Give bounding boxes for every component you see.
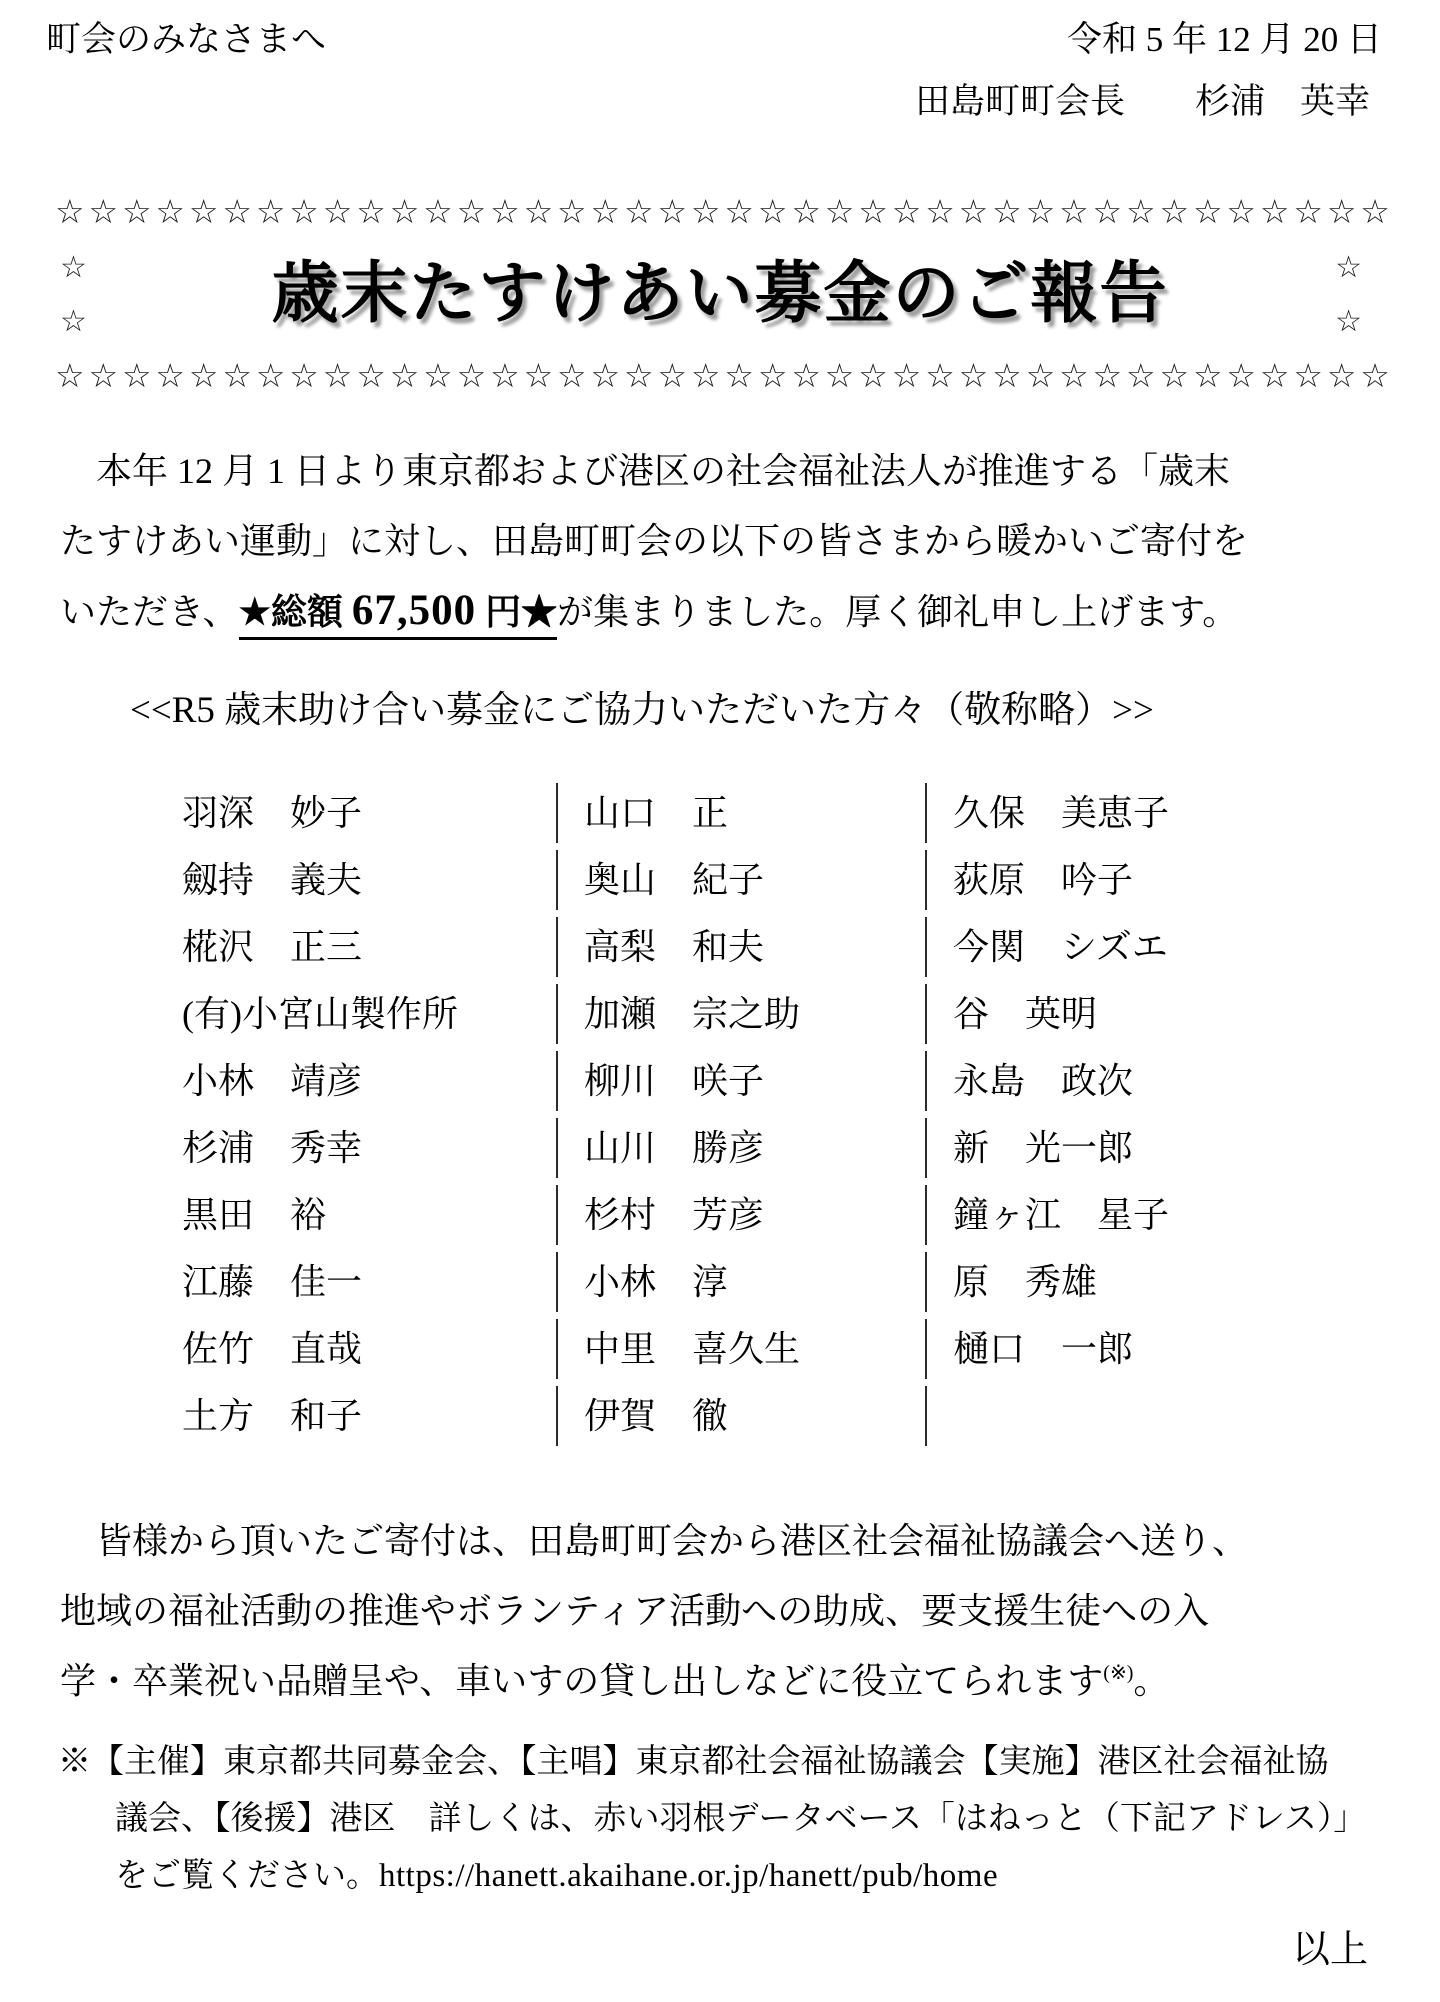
donor-name: 久保 美恵子 xyxy=(925,783,1275,843)
donor-name: 加瀬 宗之助 xyxy=(556,984,925,1044)
donor-name: 佐竹 直哉 xyxy=(182,1329,363,1369)
star-icon: ☆ xyxy=(423,356,453,395)
closing-line-3-main: 学・卒業祝い品贈呈や、車いすの貸し出しなどに役立てられます xyxy=(60,1661,1104,1701)
total-amount-prefix: ★総額 xyxy=(238,592,352,632)
donor-empty-cell xyxy=(925,1386,1275,1446)
donor-name: 土方 和子 xyxy=(182,1396,363,1436)
total-amount-highlight xyxy=(238,587,558,640)
star-icon: ☆ xyxy=(289,356,319,395)
recipient-line: 町会のみなさまへ xyxy=(46,20,327,59)
star-icon: ☆ xyxy=(60,304,87,339)
star-icon: ☆ xyxy=(155,356,185,395)
donor-list-heading: <<R5 歳末助け合い募金にご協力いただいた方々（敬称略）>> xyxy=(130,690,1154,731)
star-border-right xyxy=(1335,250,1362,340)
star-icon: ☆ xyxy=(623,192,654,231)
star-icon: ☆ xyxy=(55,192,85,231)
total-amount-value: 67,500 xyxy=(351,587,477,634)
closing-paragraph xyxy=(60,1506,1390,1716)
star-icon: ☆ xyxy=(356,356,386,395)
star-icon: ☆ xyxy=(523,356,554,395)
star-icon: ☆ xyxy=(1360,192,1390,231)
star-icon: ☆ xyxy=(322,356,353,395)
star-icon: ☆ xyxy=(1335,250,1362,285)
total-amount-suffix: 円★ xyxy=(476,592,558,632)
footnote-line-3 xyxy=(58,1848,1388,1905)
star-icon: ☆ xyxy=(389,356,420,395)
star-icon: ☆ xyxy=(1326,192,1357,231)
intro-line-3-before: いただき、 xyxy=(60,592,239,632)
intro-line-3-after: が集まりました。厚く御礼申し上げます。 xyxy=(557,592,1239,632)
star-icon: ☆ xyxy=(757,356,788,395)
star-icon: ☆ xyxy=(1360,356,1390,395)
donor-name: 劔持 義夫 xyxy=(182,860,363,900)
star-border-bottom xyxy=(55,356,1390,396)
donor-name: 鐘ヶ江 星子 xyxy=(925,1185,1275,1245)
star-icon: ☆ xyxy=(925,192,955,231)
star-icon: ☆ xyxy=(188,192,219,231)
star-icon: ☆ xyxy=(690,356,721,395)
star-icon: ☆ xyxy=(724,192,754,231)
donor-name: (有)小宮山製作所 xyxy=(182,994,458,1034)
star-icon: ☆ xyxy=(1092,356,1123,395)
star-icon: ☆ xyxy=(724,356,754,395)
signature-line: 田島町町会長 杉浦 英幸 xyxy=(914,82,1370,121)
intro-paragraph xyxy=(60,436,1390,646)
star-icon: ☆ xyxy=(88,356,119,395)
footnote-reference-mark: (※) xyxy=(1103,1662,1134,1684)
donor-name: 高梨 和夫 xyxy=(556,917,925,977)
date-line: 令和 5 年 12 月 20 日 xyxy=(1066,20,1382,59)
star-icon: ☆ xyxy=(891,192,922,231)
star-border-top xyxy=(55,192,1390,232)
donor-name: 小林 靖彦 xyxy=(182,1061,363,1101)
star-icon: ☆ xyxy=(121,192,152,231)
intro-line-2: たすけあい運動」に対し、田島町町会の以下の皆さまから暖かいご寄付を xyxy=(60,521,1249,561)
star-icon: ☆ xyxy=(222,192,252,231)
star-icon: ☆ xyxy=(992,356,1022,395)
star-icon: ☆ xyxy=(1126,356,1156,395)
star-icon: ☆ xyxy=(1059,192,1089,231)
star-icon: ☆ xyxy=(356,192,386,231)
star-icon: ☆ xyxy=(490,192,520,231)
star-icon: ☆ xyxy=(657,356,688,395)
star-icon: ☆ xyxy=(1293,192,1323,231)
star-icon: ☆ xyxy=(88,192,119,231)
donor-name: 原 秀雄 xyxy=(925,1252,1275,1312)
star-icon: ☆ xyxy=(791,192,821,231)
donor-name: 伊賀 徹 xyxy=(556,1386,925,1446)
donor-name: 山川 勝彦 xyxy=(556,1118,925,1178)
star-icon: ☆ xyxy=(958,356,989,395)
star-icon: ☆ xyxy=(1192,192,1223,231)
star-icon: ☆ xyxy=(557,192,587,231)
star-icon: ☆ xyxy=(255,356,286,395)
star-icon: ☆ xyxy=(858,192,888,231)
star-icon: ☆ xyxy=(289,192,319,231)
donor-name: 谷 英明 xyxy=(925,984,1275,1044)
end-mark: 以上 xyxy=(1291,1929,1368,1971)
star-icon: ☆ xyxy=(925,356,955,395)
footnote-block xyxy=(58,1734,1388,1905)
donor-name: 黒田 裕 xyxy=(182,1195,327,1235)
star-icon: ☆ xyxy=(1025,192,1056,231)
donor-name: 小林 淳 xyxy=(556,1252,925,1312)
star-icon: ☆ xyxy=(60,250,87,285)
star-icon: ☆ xyxy=(1159,356,1190,395)
donor-name: 椛沢 正三 xyxy=(182,927,363,967)
star-icon: ☆ xyxy=(1092,192,1123,231)
star-icon: ☆ xyxy=(456,356,487,395)
donor-table xyxy=(180,783,1275,1453)
star-icon: ☆ xyxy=(1025,356,1056,395)
star-icon: ☆ xyxy=(1259,192,1290,231)
star-icon: ☆ xyxy=(690,192,721,231)
donor-name: 山口 正 xyxy=(556,783,925,843)
closing-line-3-end: 。 xyxy=(1133,1661,1170,1701)
donor-name: 江藤 佳一 xyxy=(182,1262,363,1302)
closing-line-3 xyxy=(60,1646,1390,1716)
donor-name: 荻原 吟子 xyxy=(925,850,1275,910)
star-icon: ☆ xyxy=(1335,304,1362,339)
star-icon: ☆ xyxy=(824,192,855,231)
star-icon: ☆ xyxy=(590,356,621,395)
closing-line-1: 皆様から頂いたご寄付は、田島町町会から港区社会福祉協議会へ送り、 xyxy=(60,1521,1249,1561)
star-icon: ☆ xyxy=(188,356,219,395)
star-icon: ☆ xyxy=(155,192,185,231)
donor-name: 中里 喜久生 xyxy=(556,1319,925,1379)
star-icon: ☆ xyxy=(590,192,621,231)
star-icon: ☆ xyxy=(1226,192,1256,231)
star-icon: ☆ xyxy=(858,356,888,395)
donor-name: 新 光一郎 xyxy=(925,1118,1275,1178)
footnote-line-1: ※【主催】東京都共同募金会、【主唱】東京都社会福祉協議会【実施】港区社会福祉協 xyxy=(58,1744,1329,1780)
star-icon: ☆ xyxy=(1226,356,1256,395)
star-icon: ☆ xyxy=(958,192,989,231)
star-icon: ☆ xyxy=(824,356,855,395)
page-title: 歳末たすけあい募金のご報告 xyxy=(271,257,1169,331)
star-icon: ☆ xyxy=(657,192,688,231)
star-icon: ☆ xyxy=(1159,192,1190,231)
donor-name: 杉浦 秀幸 xyxy=(182,1128,363,1168)
star-icon: ☆ xyxy=(322,192,353,231)
star-icon: ☆ xyxy=(1293,356,1323,395)
closing-line-2: 地域の福祉活動の推進やボランティア活動への助成、要支援生徒への入 xyxy=(60,1591,1210,1631)
star-icon: ☆ xyxy=(255,192,286,231)
footnote-line-3-prefix: をご覧ください。 xyxy=(115,1858,379,1894)
donor-name: 柳川 咲子 xyxy=(556,1051,925,1111)
star-icon: ☆ xyxy=(791,356,821,395)
donor-name: 今関 シズエ xyxy=(925,917,1275,977)
star-icon: ☆ xyxy=(456,192,487,231)
hanett-url: https://hanett.akaihane.or.jp/hanett/pub/home xyxy=(379,1858,999,1894)
footnote-line-2: 議会、【後援】港区 詳しくは、赤い羽根データベース「はねっと（下記アドレス）」 xyxy=(115,1801,1367,1837)
star-icon: ☆ xyxy=(992,192,1022,231)
star-icon: ☆ xyxy=(891,356,922,395)
intro-line-3 xyxy=(60,576,1390,646)
intro-line-1: 本年 12 月 1 日より東京都および港区の社会福祉法人が推進する「歳末 xyxy=(60,451,1231,491)
star-icon: ☆ xyxy=(557,356,587,395)
star-icon: ☆ xyxy=(222,356,252,395)
star-icon: ☆ xyxy=(1326,356,1357,395)
star-icon: ☆ xyxy=(623,356,654,395)
star-icon: ☆ xyxy=(423,192,453,231)
donor-name: 永島 政次 xyxy=(925,1051,1275,1111)
star-icon: ☆ xyxy=(1259,356,1290,395)
star-icon: ☆ xyxy=(121,356,152,395)
star-icon: ☆ xyxy=(523,192,554,231)
donor-name: 奥山 紀子 xyxy=(556,850,925,910)
star-icon: ☆ xyxy=(1059,356,1089,395)
star-icon: ☆ xyxy=(55,356,85,395)
star-icon: ☆ xyxy=(757,192,788,231)
document-header xyxy=(0,18,1440,62)
donor-name: 樋口 一郎 xyxy=(925,1319,1275,1379)
star-icon: ☆ xyxy=(490,356,520,395)
star-icon: ☆ xyxy=(389,192,420,231)
donor-name: 羽深 妙子 xyxy=(182,793,363,833)
star-icon: ☆ xyxy=(1126,192,1156,231)
donor-name: 杉村 芳彦 xyxy=(556,1185,925,1245)
star-icon: ☆ xyxy=(1192,356,1223,395)
